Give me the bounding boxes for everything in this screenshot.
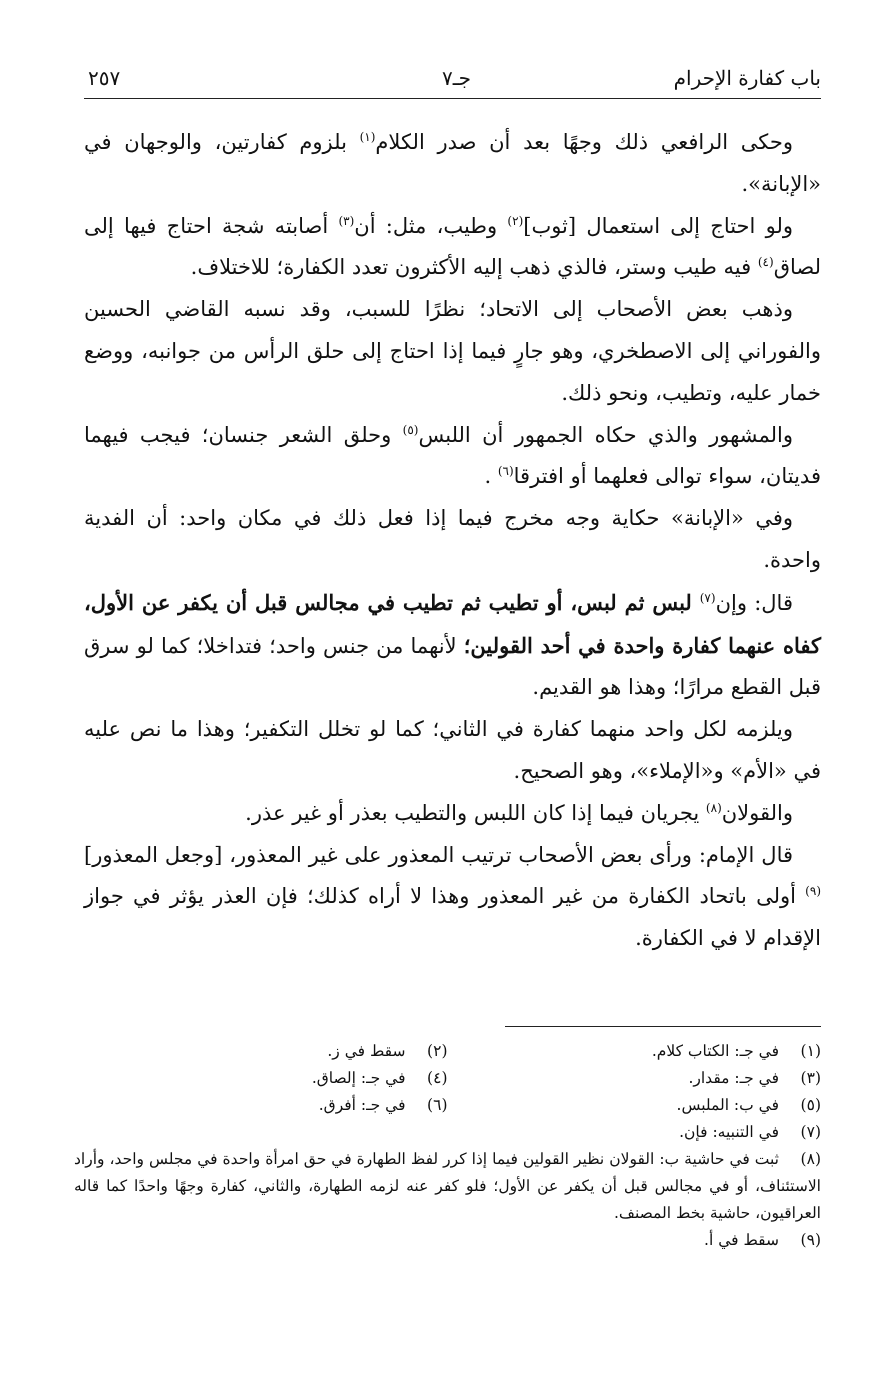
- footnote: [448, 1092, 822, 1119]
- footnote-text: سقط في ز.: [327, 1042, 406, 1060]
- footnote-separator: [505, 1026, 821, 1027]
- footnote-number: (١): [800, 1042, 821, 1060]
- footnote: [74, 1065, 448, 1092]
- text-run: والقولان: [721, 800, 793, 825]
- paragraph: [84, 498, 821, 582]
- footnote-text: سقط في أ.: [704, 1231, 779, 1249]
- footnote-marker[interactable]: (٧): [699, 590, 716, 605]
- footnote-number: (٥): [800, 1096, 821, 1114]
- text-run: فيه طيب وستر، فالذي ذهب إليه الأكثرون تعدد الكفارة؛ للاختلاف.: [190, 255, 758, 280]
- footnote: [74, 1146, 821, 1227]
- footnote: [74, 1038, 448, 1065]
- footnote-text: في جـ: مقدار.: [688, 1069, 779, 1087]
- paragraph: [84, 415, 821, 499]
- footnote-marker[interactable]: (٨): [705, 800, 722, 815]
- footnote-number: (٧): [800, 1123, 821, 1141]
- paragraph: [84, 206, 821, 290]
- footnote-marker[interactable]: (٦): [497, 464, 514, 479]
- page-number: ٢٥٧: [88, 66, 121, 90]
- paragraph: [84, 793, 821, 835]
- footnote-marker[interactable]: (٩): [805, 884, 821, 899]
- main-text: [84, 122, 821, 960]
- running-header: [84, 58, 821, 99]
- text-run: أصابته شجة احتاج فيها إلى لصاق: [84, 213, 821, 280]
- text-run: وحكى الرافعي ذلك وجهًا بعد أن صدر الكلام: [375, 130, 793, 154]
- volume-label: جـ٧: [442, 66, 471, 90]
- footnote-marker[interactable]: (٤): [757, 255, 774, 270]
- footnote-number: (٦): [427, 1096, 448, 1114]
- footnote-number: (٤): [427, 1069, 448, 1087]
- footnote-number: (٢): [427, 1042, 448, 1060]
- text-run: أولى باتحاد الكفارة من غير المعذور وهذا لا أراه كذلك؛ فإن العذر يؤثر في جواز الإقدام لا في الكفارة.: [84, 884, 821, 951]
- footnote: [448, 1038, 822, 1065]
- footnote-text: في جـ: الكتاب كلام.: [651, 1042, 779, 1060]
- footnote-text: ثبت في حاشية ب: القولان نظير القولين فيما إذا كرر لفظ الطهارة في حق امرأة واحدة في مجلس واحد، وأراد الاستئناف، أو في مجالس قبل أن يكفر عن الأول؛ فلو كفر عنه لزمه الطهارة، والثاني، كفارة وجهًا واحدًا كما قاله العراقيون، حاشية بخط المصنف.: [74, 1150, 821, 1222]
- chapter-title: باب كفارة الإحرام: [673, 66, 821, 90]
- footnote-row: [74, 1038, 821, 1065]
- footnote-marker[interactable]: (٢): [507, 213, 524, 228]
- text-run: وطيب، مثل: أن: [354, 213, 508, 238]
- footnote-text: في ب: الملبس.: [676, 1096, 779, 1114]
- text-run: يجريان فيما إذا كان اللبس والتطيب بعذر أو غير عذر.: [245, 800, 706, 825]
- footnote-number: (٨): [800, 1150, 821, 1168]
- text-run: لبس ثم لبس، أو تطيب ثم تطيب في مجالس قبل أن يكفر عن الأول، كفاه عنهما كفارة واحدة في أحد القولين؛: [84, 589, 821, 658]
- footnote-marker[interactable]: (٣): [338, 213, 355, 228]
- text-run: وحلق الشعر جنسان؛ فيجب فيهما فديتان، سواء توالى فعلهما أو افترقا: [84, 422, 821, 489]
- footnote: [448, 1065, 822, 1092]
- footnote-row: [74, 1065, 821, 1092]
- text-run: قال الإمام: ورأى بعض الأصحاب ترتيب المعذور على غير المعذور، [وجعل المعذور]: [84, 842, 793, 867]
- footnotes: [74, 1038, 821, 1254]
- paragraph: [84, 582, 821, 709]
- text-run: بلزوم كفارتين، والوجهان في «الإبانة».: [84, 130, 821, 196]
- text-run: وذهب بعض الأصحاب إلى الاتحاد؛ نظرًا للسبب، وقد نسبه القاضي الحسين والفوراني إلى الاصطخري، وهو جارٍ فيما إذا احتاج إلى حلق الرأس من جوانبه، ووضع خمار عليه، وتطيب، ونحو ذلك.: [84, 297, 821, 405]
- text-run: لأنهما من جنس واحد؛ فتداخلا؛ كما لو سرق قبل القطع مرارًا؛ وهذا هو القديم.: [84, 633, 821, 700]
- paragraph: [84, 289, 821, 414]
- footnote: [74, 1092, 448, 1119]
- footnote-row: [74, 1092, 821, 1119]
- paragraph: [84, 709, 821, 793]
- paragraph: [84, 122, 821, 206]
- text-run: وفي «الإبانة» حكاية وجه مخرج فيما إذا فعل ذلك في مكان واحد: أن الفدية واحدة.: [84, 506, 821, 572]
- footnote-text: في التنبيه: فإن.: [679, 1123, 779, 1141]
- footnote-number: (٩): [800, 1231, 821, 1249]
- footnote-marker[interactable]: (١): [359, 130, 376, 144]
- footnote-text: في جـ: إلصاق.: [311, 1069, 406, 1087]
- footnote-number: (٣): [800, 1069, 821, 1087]
- text-run: .: [484, 464, 498, 489]
- text-run: والمشهور والذي حكاه الجمهور أن اللبس: [418, 422, 793, 447]
- footnote-text: في جـ: أفرق.: [318, 1096, 406, 1114]
- footnote: [74, 1227, 821, 1254]
- text-run: قال: وإن: [715, 590, 793, 615]
- footnote: [74, 1119, 821, 1146]
- footnote-marker[interactable]: (٥): [402, 422, 419, 437]
- text-run: ويلزمه لكل واحد منهما كفارة في الثاني؛ كما لو تخلل التكفير؛ وهذا ما نص عليه في «الأم» و«الإملاء»، وهو الصحيح.: [84, 717, 821, 783]
- paragraph: [84, 835, 821, 960]
- text-run: ولو احتاج إلى استعمال [ثوب]: [523, 213, 794, 238]
